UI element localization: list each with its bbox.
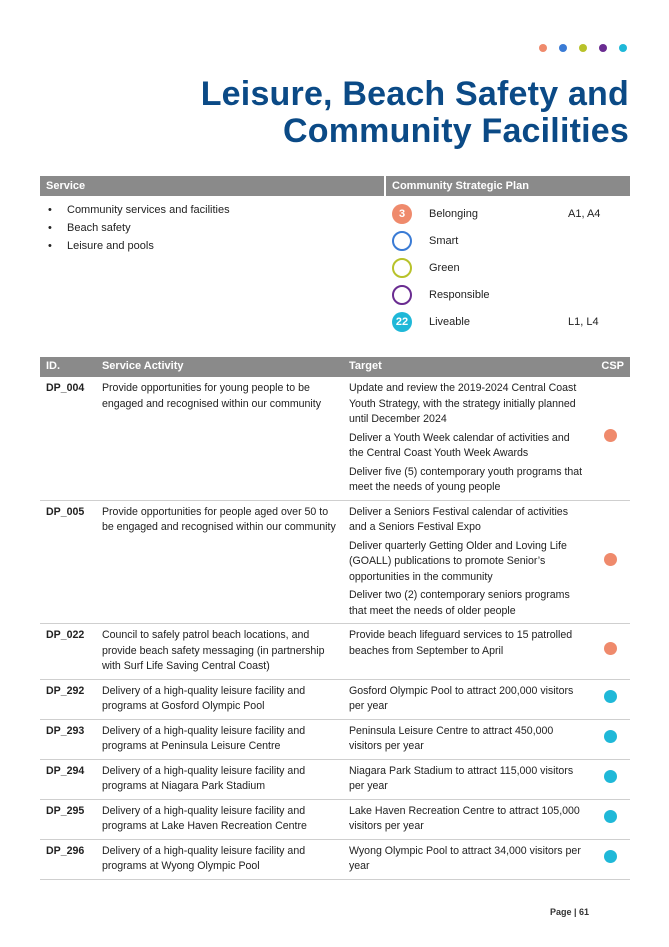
csp-refs: A1, A4 [568,208,601,220]
target-item: Provide beach lifeguard services to 15 patrolled beaches from September to April [348,629,573,657]
csp-dot-icon [604,810,617,823]
row-targets [343,839,590,879]
csp-dot-icon [604,850,617,863]
row-activity: Provide opportunities for people aged over 50 to be engaged and recognised within our community [96,500,343,624]
row-csp [590,624,630,680]
row-targets [343,624,590,680]
row-activity: Delivery of a high-quality leisure facility and programs at Peninsula Leisure Centre [96,719,343,759]
activity-table-header-row [40,357,630,377]
decorative-dot [599,44,607,52]
row-csp [590,839,630,879]
table-row [40,759,630,799]
csp-circle-icon [392,258,412,278]
target-item: Wyong Olympic Pool to attract 34,000 visitors per year [348,844,581,872]
services-list [48,201,230,255]
target-item: Deliver a Seniors Festival calendar of activities and a Seniors Festival Expo [348,505,568,533]
row-id: DP_005 [40,500,96,624]
row-id: DP_293 [40,719,96,759]
row-id: DP_004 [40,377,96,500]
activity-column-header: Service Activity [96,357,343,377]
row-targets [343,719,590,759]
page-number: Page | 61 [549,907,589,917]
service-item: • Community services and facilities [48,201,230,219]
row-id: DP_296 [40,839,96,879]
csp-label: Liveable [429,316,470,328]
csp-circle-icon [392,285,412,305]
row-targets [343,500,590,624]
target-item: Deliver two (2) contemporary seniors programs that meet the needs of older people [348,589,570,617]
csp-label: Belonging [429,208,478,220]
table-row [40,500,630,624]
csp-item-liveable [392,312,612,339]
decorative-dots [539,44,627,52]
csp-dot-icon [604,770,617,783]
target-item: Update and review the 2019-2024 Central Coast Youth Strategy, with the strategy initially planned until December 2024 [348,382,577,425]
activity-table [40,357,630,880]
csp-circle-icon [392,231,412,251]
page-title [201,76,629,150]
row-activity: Delivery of a high-quality leisure facility and programs at Niagara Park Stadium [96,759,343,799]
table-row [40,799,630,839]
service-item: • Beach safety [48,219,230,237]
table-row [40,377,630,500]
target-column-header: Target [343,357,590,377]
csp-item-belonging [392,204,612,231]
csp-label: Green [429,262,460,274]
table-row [40,624,630,680]
row-csp [590,799,630,839]
id-column-header: ID. [40,357,96,377]
csp-item-responsible [392,285,612,312]
csp-dot-icon [604,642,617,655]
target-item: Deliver quarterly Getting Older and Loving Life (GOALL) publications to promote Senior’s opportunities in the community [348,539,567,583]
target-item: Deliver a Youth Week calendar of activities and the Central Coast Youth Week Awards [348,431,570,459]
row-activity: Provide opportunities for young people to be engaged and recognised within our community [96,377,343,500]
row-targets [343,759,590,799]
csp-column-header: Community Strategic Plan [386,176,630,196]
decorative-dot [619,44,627,52]
row-activity: Council to safely patrol beach locations, and provide beach safety messaging (in partnership with Surf Life Saving Central Coast) [96,624,343,680]
row-activity: Delivery of a high-quality leisure facility and programs at Gosford Olympic Pool [96,679,343,719]
table-row [40,719,630,759]
row-csp [590,500,630,624]
csp-outcomes-list [392,204,612,339]
row-targets [343,377,590,500]
service-table-header [40,176,630,196]
title-line-1: Leisure, Beach Safety and [200,75,629,113]
csp-refs: L1, L4 [568,316,599,328]
decorative-dot [579,44,587,52]
csp-item-smart [392,231,612,258]
decorative-dot [539,44,547,52]
row-csp [590,377,630,500]
row-activity: Delivery of a high-quality leisure facility and programs at Wyong Olympic Pool [96,839,343,879]
csp-item-green [392,258,612,285]
row-id: DP_022 [40,624,96,680]
target-item: Gosford Olympic Pool to attract 200,000 visitors per year [348,684,574,712]
csp-dot-icon [604,553,617,566]
table-row [40,679,630,719]
row-targets [343,679,590,719]
csp-dot-icon [604,730,617,743]
service-item: • Leisure and pools [48,237,230,255]
csp-column-header-short: CSP [590,357,630,377]
row-id: DP_292 [40,679,96,719]
row-csp [590,679,630,719]
csp-dot-icon [604,429,617,442]
decorative-dot [559,44,567,52]
csp-dot-icon [604,690,617,703]
row-csp [590,719,630,759]
target-item: Lake Haven Recreation Centre to attract 105,000 visitors per year [348,804,580,832]
row-id: DP_295 [40,799,96,839]
title-line-2: Community Facilities [283,112,629,150]
row-id: DP_294 [40,759,96,799]
table-row [40,839,630,879]
target-item: Peninsula Leisure Centre to attract 450,000 visitors per year [348,724,554,752]
row-activity: Delivery of a high-quality leisure facility and programs at Lake Haven Recreation Centre [96,799,343,839]
csp-label: Smart [429,235,459,247]
service-column-header: Service [40,176,384,196]
row-csp [590,759,630,799]
csp-circle-icon: 3 [392,204,412,224]
target-item: Niagara Park Stadium to attract 115,000 visitors per year [348,764,574,792]
target-item: Deliver five (5) contemporary youth programs that meet the needs of young people [348,465,583,493]
csp-circle-icon: 22 [392,312,412,332]
row-targets [343,799,590,839]
csp-label: Responsible [429,289,490,301]
